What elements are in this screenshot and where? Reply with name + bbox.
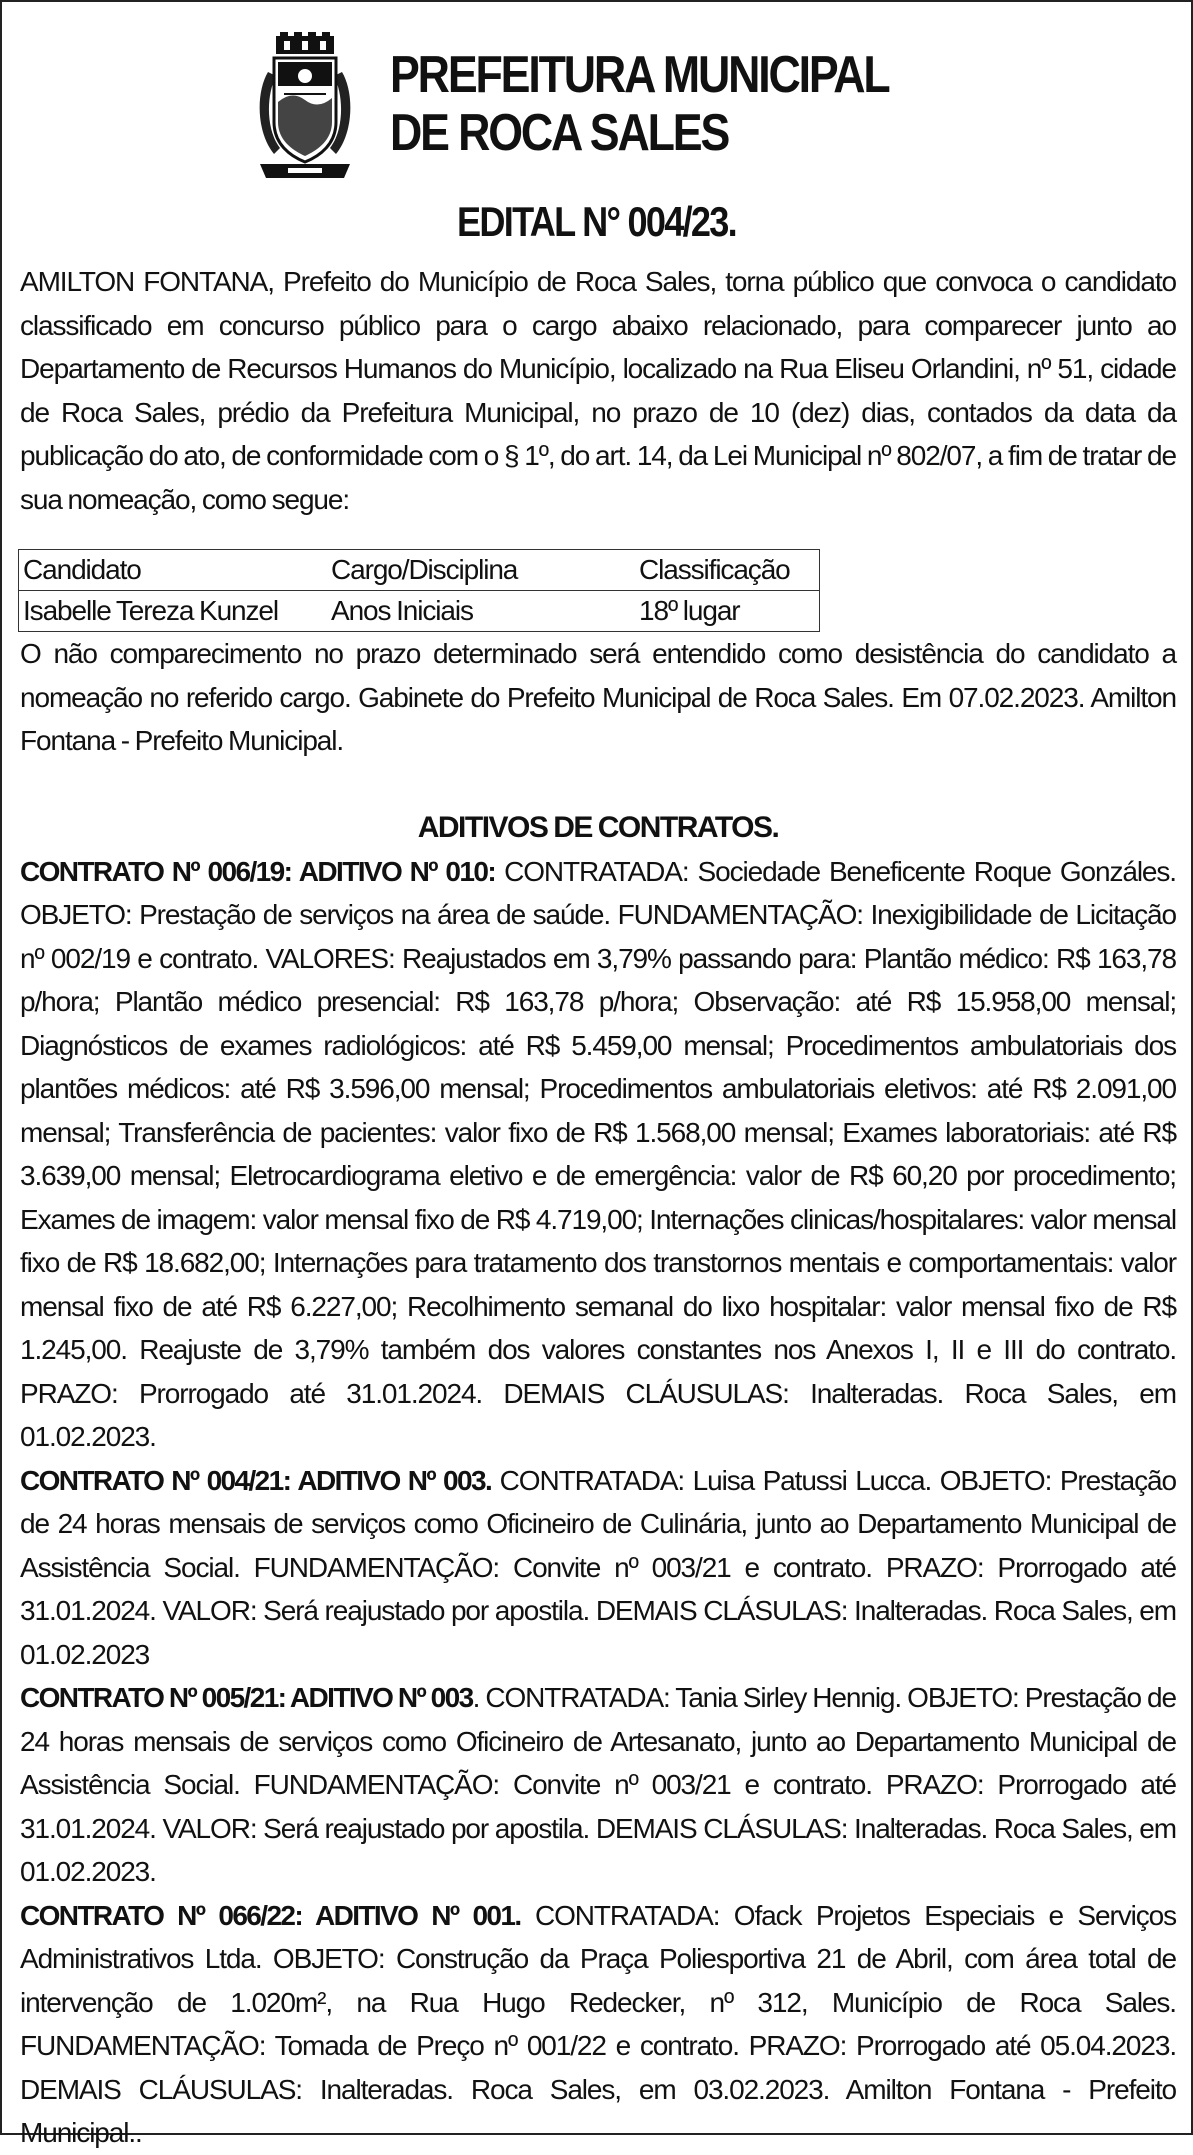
contract-heading: CONTRATO Nº 005/21: ADITIVO Nº 003 — [20, 1682, 473, 1713]
edital-closing: O não comparecimento no prazo determinado será entendido como desistência do candidato a nomeação no referido cargo. Gabinete do Prefeito Municipal de Roca Sales. Em 07.02.2023. Amilton Fontana - Prefeito Municipal. — [20, 638, 1176, 756]
contract-entry — [20, 1459, 1176, 1677]
contract-text: CONTRATADA: Sociedade Beneficente Roque Gonzáles. OBJETO: Prestação de serviços na área de saúde. FUNDAMENTAÇÃO: Inexigibilidade de Licitação nº 002/19 e contrato. VALORES: Reajustados em 3,79% passando para: Plantão médico: R$ 163,78 p/hora; Plantão médico presencial: R$ 163,78 p/hora; Observação: até R$ 15.958,00 mensal; Diagnósticos de exames radiológicos: até R$ 5.459,00 mensal; Procedimentos ambulatoriais dos plantões médicos: até R$ 3.596,00 mensal; Procedimentos ambulatoriais eletivos: até R$ 2.091,00 mensal; Transferência de pacientes: valor fixo de R$ 1.568,00 mensal; Exames laboratoriais: até R$ 3.639,00 mensal; Eletrocardiograma eletivo e de emergência: valor de R$ 60,20 por procedimento; Exames de imagem: valor mensal fixo de R$ 4.719,00; Internações clinicas/hospitalares: valor mensal fixo de R$ 18.682,00; Internações para tratamento dos transtornos mentais e comportamentais: valor mensal fixo de até R$ 6.227,00; Recolhimento semanal do lixo hospitalar: valor mensal fixo de R$ 1.245,00. Reajuste de 3,79% também dos valores constantes nos Anexos I, II e III do contrato. PRAZO: Prorrogado até 31.01.2024. DEMAIS CLÁUSULAS: Inalteradas. Roca Sales, em 01.02.2023. — [20, 855, 1176, 1452]
contract-entry — [20, 1894, 1176, 2155]
table-header-row — [19, 550, 820, 591]
contract-entry — [20, 1676, 1176, 1894]
candidate-table — [18, 549, 820, 632]
edital-title: EDITAL N° 004/23. — [457, 198, 736, 245]
contract-heading: CONTRATO Nº 004/21: ADITIVO Nº 003. — [20, 1464, 492, 1496]
contract-text: CONTRATADA: Luisa Patussi Lucca. OBJETO: Prestação de 24 horas mensais de serviços como Oficineiro de Culinária, junto ao Departamento Municipal de Assistência Social. FUNDAMENTAÇÃO: Convite nº 003/21 e contrato. PRAZO: Prorrogado até 31.01.2024. VALOR: Será reajustado por apostila. DEMAIS CLÁSULAS: Inalteradas. Roca Sales, em 01.02.2023 — [20, 1464, 1176, 1670]
aditivos-title: ADITIVOS DE CONTRATOS. — [417, 810, 779, 844]
org-name-line-2: DE ROCA SALES — [390, 104, 729, 162]
municipal-crest-icon — [254, 32, 356, 192]
org-name-line-1: PREFEITURA MUNICIPAL — [390, 46, 889, 104]
table-cell: Isabelle Tereza Kunzel — [23, 595, 279, 626]
org-name — [390, 46, 889, 162]
contract-heading: CONTRATO Nº 066/22: ADITIVO Nº 001. — [20, 1899, 521, 1931]
edital-body: AMILTON FONTANA, Prefeito do Município de Roca Sales, torna público que convoca o candidato classificado em concurso público para o cargo abaixo relacionado, para comparecer junto ao Departamento de Recursos Humanos do Município, localizado na Rua Eliseu Orlandini, nº 51, cidade de Roca Sales, prédio da Prefeitura Municipal, no prazo de 10 (dez) dias, contados da data da publicação do ato, de conformidade com o § 1º, do art. 14, da Lei Municipal nº 802/07, a fim de tratar de sua nomeação, como segue: — [20, 266, 1176, 515]
table-cell: 18º lugar — [639, 595, 740, 626]
header — [254, 32, 1074, 192]
table-cell: Anos Iniciais — [331, 595, 473, 626]
contract-entry — [20, 850, 1176, 1459]
notice-content — [20, 260, 1176, 2155]
contract-text: . CONTRATADA: Tania Sirley Hennig. OBJETO: Prestação de 24 horas mensais de serviços como Oficineiro de Artesanato, junto ao Departamento Municipal de Assistência Social. FUNDAMENTAÇÃO: Convite nº 003/21 e contrato. PRAZO: Prorrogado até 31.01.2024. VALOR: Será reajustado por apostila. DEMAIS CLÁSULAS: Inalteradas. Roca Sales, em 01.02.2023. — [20, 1682, 1176, 1887]
table-row — [19, 591, 820, 632]
table-header-cell: Classificação — [635, 550, 820, 591]
table-header-cell: Candidato — [19, 550, 328, 591]
contract-text: CONTRATADA: Ofack Projetos Especiais e Serviços Administrativos Ltda. OBJETO: Construção da Praça Poliesportiva 21 de Abril, com área total de intervenção de 1.020m², na Rua Hugo Redecker, nº 312, Município de Roca Sales. FUNDAMENTAÇÃO: Tomada de Preço nº 001/22 e contrato. PRAZO: Prorrogado até 05.04.2023. DEMAIS CLÁUSULAS: Inalteradas. Roca Sales, em 03.02.2023. Amilton Fontana - Prefeito Municipal.. — [20, 1899, 1177, 2148]
contract-heading: CONTRATO Nº 006/19: ADITIVO Nº 010: — [20, 855, 496, 887]
table-header-cell: Cargo/Disciplina — [327, 550, 635, 591]
